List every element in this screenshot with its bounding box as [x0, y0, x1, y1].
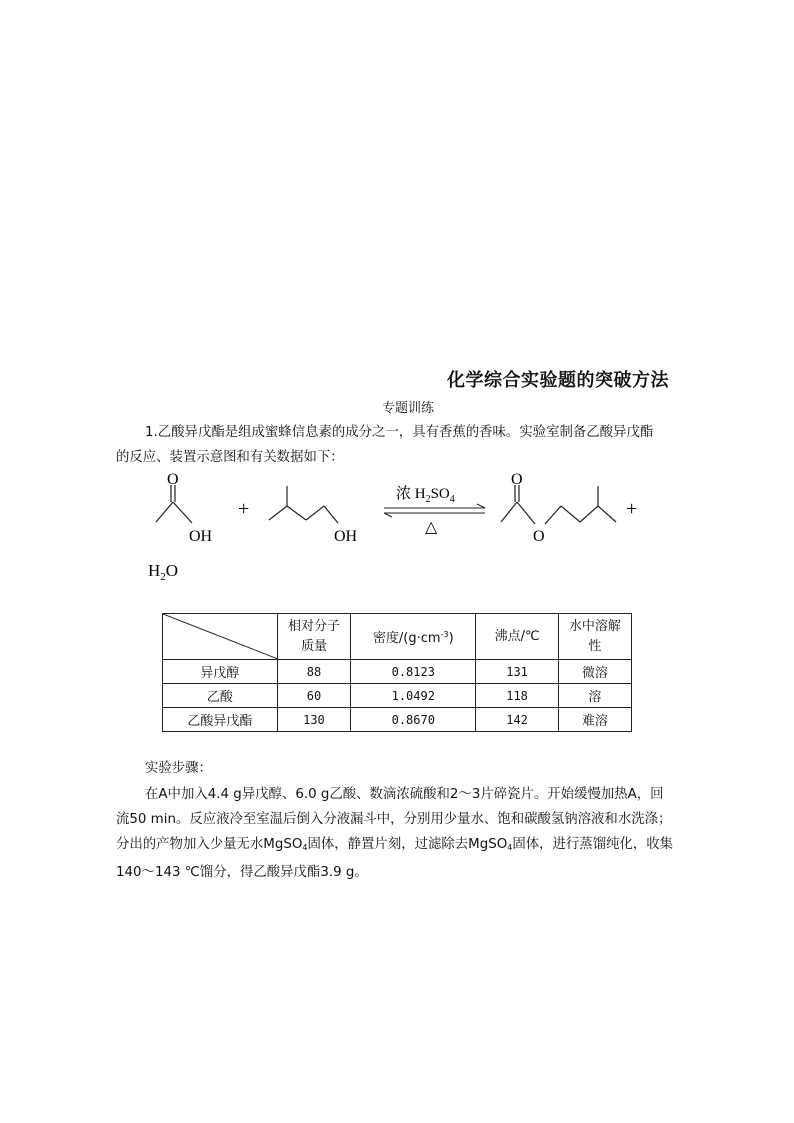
row-boiling-point: 118 — [476, 684, 558, 708]
row-solubility: 溶 — [558, 684, 631, 708]
acetic-acid-structure — [156, 485, 192, 523]
plus-sign-2: + — [626, 498, 638, 520]
row-name: 乙酸异戊酯 — [163, 708, 278, 732]
table-row — [163, 708, 632, 732]
intro-line2: 的反应、装置示意图和有关数据如下： — [116, 450, 344, 465]
ester-o-label: O — [533, 528, 545, 545]
table-header-row — [163, 614, 632, 660]
equilibrium-arrow — [384, 504, 485, 517]
table-row — [163, 660, 632, 684]
water-formula: $H_2O$ — [148, 561, 179, 583]
page-title: 化学综合实验题的突破方法 — [447, 370, 669, 391]
data-table — [162, 613, 632, 732]
header-molar-mass: 相对分子 质量 — [277, 614, 350, 660]
row-solubility: 难溶 — [558, 708, 631, 732]
row-name: 异戊醇 — [163, 660, 278, 684]
row-density: 1.0492 — [351, 684, 476, 708]
procedure-text: 在A中加入4.4 g异戊醇、6.0 g乙酸、数滴浓硫酸和2～3片碎瓷片。开始缓慢加热A，回流50 min。反应液冷至室温后倒入分液漏斗中，分别用少量水、饱和碳酸氢钠溶液和水洗涤；分出的产物加入少量无水MgSO$_4$固体，静置片刻，过滤除去MgSO$_4$固体，进行蒸馏纯化，收集140～143 ℃馏分，得乙酸异戊酯3.9 g。 — [116, 787, 674, 880]
acetic-o-label: O — [167, 471, 179, 488]
heat-symbol: △ — [425, 519, 438, 536]
header-solubility: 水中溶解 性 — [558, 614, 631, 660]
row-name: 乙酸 — [163, 684, 278, 708]
question-intro — [116, 420, 676, 470]
row-boiling-point: 142 — [476, 708, 558, 732]
isoamyl-alcohol-structure — [269, 486, 338, 523]
isoamyl-acetate-structure — [501, 485, 616, 524]
plus-sign-1: + — [238, 498, 250, 520]
row-boiling-point: 131 — [476, 660, 558, 684]
row-mass: 60 — [277, 684, 350, 708]
alcohol-oh-label: OH — [334, 528, 358, 545]
catalyst-label: 浓 $H_2SO_4$ — [396, 486, 455, 505]
header-boiling-point: 沸点/℃ — [476, 614, 558, 660]
steps-label: 实验步骤： — [145, 761, 212, 776]
intro-line1: 1.乙酸异戊酯是组成蜜蜂信息素的成分之一，具有香蕉的香味。实验室制备乙酸异戊酯 — [145, 425, 654, 440]
row-mass: 130 — [277, 708, 350, 732]
row-density: 0.8670 — [351, 708, 476, 732]
row-mass: 88 — [277, 660, 350, 684]
reaction-scheme — [140, 468, 660, 583]
diagonal-line — [163, 614, 278, 659]
row-density: 0.8123 — [351, 660, 476, 684]
table-row — [163, 684, 632, 708]
header-density: 密度$/(g\cdot cm^{-3})$ — [351, 614, 476, 660]
row-solubility: 微溶 — [558, 660, 631, 684]
section-subtitle: 专题训练 — [382, 401, 435, 416]
acetic-oh-label: OH — [189, 528, 213, 545]
ester-carbonyl-o-label: O — [511, 471, 523, 488]
header-diagonal-cell — [163, 614, 278, 660]
